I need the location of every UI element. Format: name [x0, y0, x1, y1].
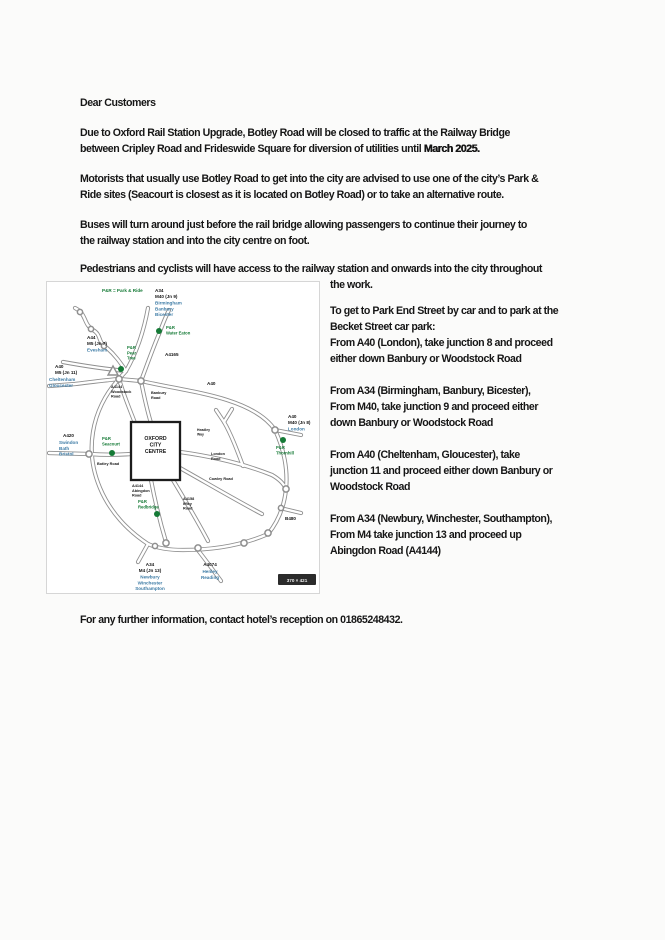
footer-contact: For any further information, contact hotel’s reception on 01865248432.	[80, 614, 403, 626]
banbury-road-label: Banbury Road	[151, 391, 167, 400]
dest-henley-label: Henley Reading	[200, 569, 220, 580]
directions-block	[330, 447, 592, 495]
b480-label: B480	[285, 516, 296, 521]
directions-block	[330, 303, 592, 367]
directions-line: From A40 (Cheltenham, Gloucester), take	[330, 449, 520, 461]
a34-m40-jn9-label: A34 M40 (Jn 9)	[155, 288, 178, 299]
oxford-park-ride-map	[46, 281, 320, 594]
directions-line: Woodstock Road	[330, 481, 411, 493]
pr-water-eaton-label: P&R Water Eaton	[166, 325, 191, 336]
oxford-map-svg	[47, 282, 319, 593]
buses-line-2: the railway station and into the city centre on foot.	[80, 235, 310, 247]
a4158-iffley-label: A4158 Iffley Road	[183, 497, 195, 511]
paragraph-closure	[80, 125, 510, 157]
dest-london-label: London	[288, 426, 305, 432]
closure-line-1: Due to Oxford Rail Station Upgrade, Botley Road will be closed to traffic at the Railway Bridge	[80, 127, 510, 139]
pr-redbridge-label: P&R Redbridge	[138, 499, 159, 510]
paragraph-motorists	[80, 171, 538, 203]
city-centre-label: OXFORD CITY CENTRE	[144, 436, 167, 455]
seacourt-park-ride-dot	[109, 450, 115, 456]
motorists-line-1: Motorists that usually use Botley Road to get into the city are advised to use one of the city’s Park &	[80, 173, 539, 185]
greeting: Dear Customers	[80, 97, 156, 109]
cowley-road-label: Cowley Road	[209, 477, 233, 481]
directions-column	[330, 303, 592, 575]
directions-line: From A34 (Newbury, Winchester, Southampton),	[330, 513, 553, 525]
directions-line: From A34 (Birmingham, Banbury, Bicester),	[330, 385, 531, 397]
closure-line-2-text: between Cripley Road and Frideswide Square for diversion of utilities until	[80, 143, 424, 155]
headley-way-label: Headley Way	[197, 428, 211, 437]
pr-thornhill-label: P&R Thornhill	[276, 445, 294, 456]
pedestrians-line-1: Pedestrians and cyclists will have access to the railway station and onwards into the city throughout	[80, 263, 543, 275]
directions-block	[330, 511, 592, 559]
dest-swindon-label: Swindon Bath Bristol	[59, 440, 79, 457]
image-size-badge-text: 370 × 421	[286, 578, 308, 583]
a44-m5-jn7-label: A44 M5 (Jn 7)	[87, 335, 107, 346]
redbridge-park-ride-dot	[154, 511, 160, 517]
water-eaton-park-ride-dot	[156, 328, 162, 334]
image-size-badge	[278, 574, 316, 585]
dest-evesham-label: Evesham	[87, 347, 108, 353]
a40-east-label: A40	[207, 381, 216, 386]
pr-pear-tree-label: P&R Pear Tree	[127, 345, 137, 361]
a40-m40-jn8-label: A40 M40 (Jn 8)	[288, 414, 311, 425]
directions-line: Becket Street car park:	[330, 321, 436, 333]
directions-line: From M40, take junction 9 and proceed either	[330, 401, 539, 413]
a4144-woodstock-label: A4144 Woodstock Road	[111, 385, 132, 399]
pr-seacourt-label: P&R Seacourt	[102, 436, 120, 447]
a4074-label: A4074	[203, 562, 217, 567]
motorists-line-2: Ride sites (Seacourt is closest as it is located on Botley Road) or to take an alternative route.	[80, 189, 504, 201]
directions-line: To get to Park End Street by car and to park at the	[330, 305, 559, 317]
thornhill-park-ride-dot	[280, 437, 286, 443]
a40-m5-jn11-label: A40 M5 (Jn 11)	[55, 364, 78, 375]
directions-line: From A40 (London), take junction 8 and proceed	[330, 337, 553, 349]
buses-line-1: Buses will turn around just before the rail bridge allowing passengers to continue their journey to	[80, 219, 527, 231]
pear-tree-park-ride-dot	[118, 366, 124, 372]
junction-roundabouts	[77, 309, 289, 551]
closure-line-2	[80, 141, 510, 157]
london-road-label: London Road	[211, 452, 225, 461]
directions-line: junction 11 and proceed either down Banbury or	[330, 465, 553, 477]
directions-line: From M4 take junction 13 and proceed up	[330, 529, 522, 541]
directions-block	[330, 383, 592, 431]
directions-line: either down Banbury or Woodstock Road	[330, 353, 522, 365]
dest-cheltenham-label: Cheltenham Gloucester	[49, 377, 76, 388]
a420-label: A420	[63, 433, 74, 438]
botley-road-label: Botley Road	[97, 462, 120, 466]
a4144-abingdon-label: A4144 Abingdon Road	[132, 484, 150, 498]
dest-birmingham-label: Birmingham Banbury Bicester	[155, 300, 182, 317]
a4165-label: A4165	[165, 352, 179, 357]
closure-deadline: March 2025.	[423, 143, 480, 155]
dest-newbury-label: Newbury Winchester Southampton	[135, 574, 165, 591]
park-ride-legend-label: P&R = Park & Ride	[102, 288, 143, 293]
directions-line: down Banbury or Woodstock Road	[330, 417, 493, 429]
paragraph-buses	[80, 217, 527, 249]
pedestrians-continuation: the work.	[330, 279, 373, 291]
directions-line: Abingdon Road (A4144)	[330, 545, 441, 557]
a34-m4-jn13-label: A34 M4 (Jn 13)	[138, 562, 162, 573]
